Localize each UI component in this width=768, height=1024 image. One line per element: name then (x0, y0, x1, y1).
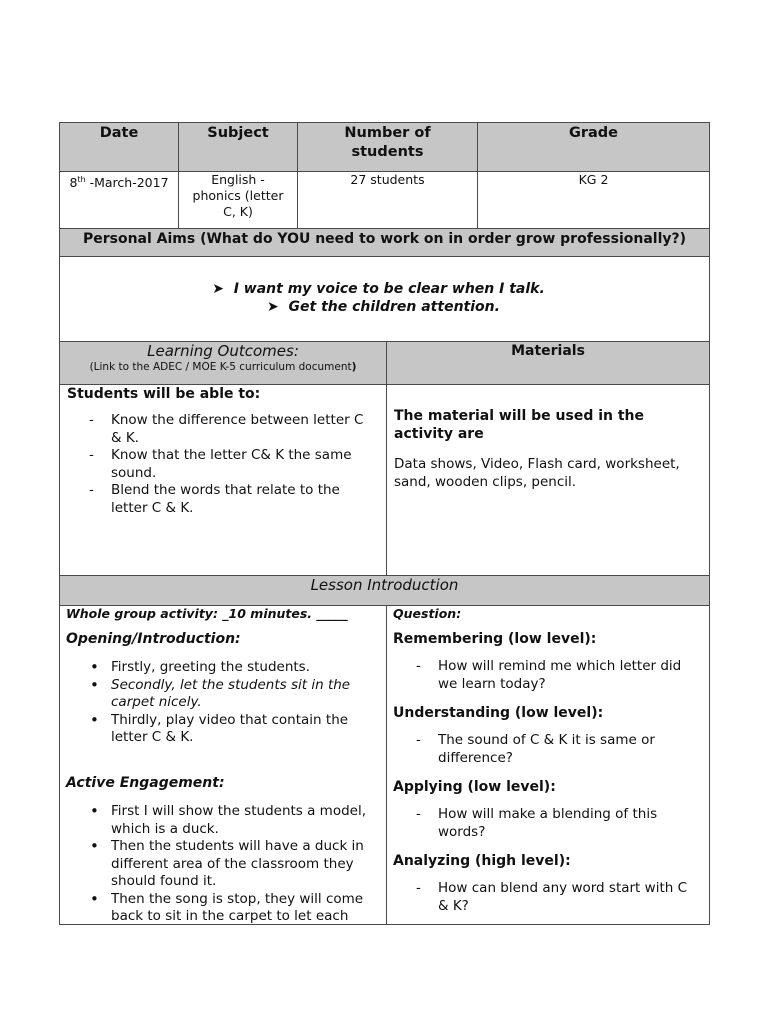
applying-heading: Applying (low level): (393, 779, 556, 795)
learning-outcomes-content (59, 384, 387, 576)
lesson-activity-content (59, 605, 387, 925)
list-item: - How will remind me which letter did we learn today? (438, 658, 700, 693)
date-value: 8th -March-2017 (69, 175, 169, 191)
learning-outcomes-title: Learning Outcomes: (147, 342, 299, 360)
analyzing-heading: Analyzing (high level): (393, 853, 571, 869)
understanding-list (438, 732, 700, 767)
students-header-cell (297, 122, 478, 172)
list-item: - Know the difference between letter C & K. (111, 412, 376, 447)
grade-value: KG 2 (578, 172, 609, 187)
aims-item: ➤ I want my voice to be clear when I talk. (212, 281, 545, 297)
outcomes-list (111, 412, 376, 517)
analyzing-list (438, 880, 700, 915)
list-item: - The sound of C & K it is same or difference? (438, 732, 700, 767)
list-item: • Then the song is stop, they will come back to sit in the carpet to let each (111, 891, 381, 926)
subject-value-cell (178, 171, 298, 229)
materials-list: Data shows, Video, Flash card, worksheet, sand, wooden clips, pencil. (394, 456, 680, 490)
materials-header (386, 341, 710, 385)
subject-header-cell (178, 122, 298, 172)
list-item: - How will make a blending of this words? (438, 806, 700, 841)
materials-lead: The material will be used in the activity are (394, 408, 645, 442)
materials-content (386, 384, 710, 576)
questions-title: Question: (393, 606, 462, 621)
list-item: • Then the students will have a duck in different area of the classroom they should found it. (111, 838, 381, 891)
list-item: • Secondly, let the students sit in the carpet nicely. (111, 677, 379, 712)
grade-value-cell (477, 171, 710, 229)
date-header-cell (59, 122, 179, 172)
students-value: 27 students (350, 172, 425, 187)
list-item: • Firstly, greeting the students. (111, 659, 379, 677)
materials-title: Materials (511, 343, 585, 359)
lesson-introduction-bar (59, 575, 710, 606)
list-item: - Blend the words that relate to the letter C & K. (111, 482, 376, 517)
learning-outcomes-subtitle: (Link to the ADEC / MOE K-5 curriculum document) (89, 361, 357, 373)
list-item: - How can blend any word start with C & K? (438, 880, 700, 915)
date-value-cell (59, 171, 179, 229)
list-item: - Know that the letter C& K the same sound. (111, 447, 376, 482)
active-engagement-title: Active Engagement: (66, 775, 225, 791)
subject-value: English - phonics (letter C, K) (192, 172, 284, 219)
grade-header: Grade (568, 125, 619, 141)
personal-aims-content (59, 256, 710, 342)
personal-aims-bar (59, 228, 710, 257)
applying-list (438, 806, 700, 841)
list-item: • Thirdly, play video that contain the letter C & K. (111, 712, 379, 747)
opening-title: Opening/Introduction: (66, 631, 241, 647)
questions-content (386, 605, 710, 925)
outcomes-lead: Students will be able to: (67, 386, 261, 402)
understanding-heading: Understanding (low level): (393, 705, 604, 721)
lesson-introduction-title: Lesson Introduction (310, 576, 459, 594)
personal-aims-title: Personal Aims (What do YOU need to work on in order grow professionally?) (82, 231, 687, 247)
learning-outcomes-header (59, 341, 387, 385)
list-item: • First I will show the students a model, which is a duck. (111, 803, 381, 838)
whole-group-activity: Whole group activity: _10 minutes. _____ (66, 606, 348, 621)
grade-header-cell (477, 122, 710, 172)
aims-item: ➤ Get the children attention. (267, 299, 500, 315)
subject-header: Subject (207, 125, 269, 141)
arrow-icon: ➤ (212, 281, 224, 297)
engagement-list (111, 803, 381, 925)
opening-list (111, 659, 379, 747)
aims-list (60, 280, 709, 316)
arrow-icon: ➤ (267, 299, 279, 315)
remembering-list (438, 658, 700, 693)
date-header: Date (99, 125, 139, 141)
students-value-cell (297, 171, 478, 229)
remembering-heading: Remembering (low level): (393, 631, 597, 647)
students-header: Number of students (344, 125, 431, 160)
